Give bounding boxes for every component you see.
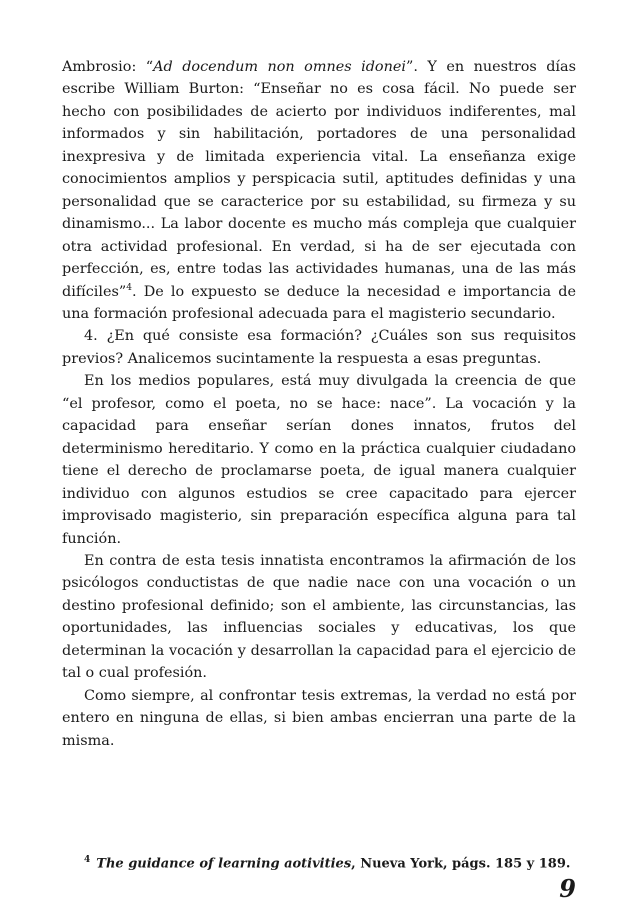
paragraph bbox=[62, 550, 576, 685]
page-number: 9 bbox=[559, 874, 576, 903]
footnote-mark: 4 bbox=[84, 855, 91, 865]
paragraph bbox=[62, 56, 576, 325]
book-page bbox=[62, 56, 576, 903]
text-run: En los medios populares, está muy divulgada la creencia de que “el profesor, como el poeta, no se hace: nace”. La vocación y la capacidad para enseñar serían dones innatos, frutos del determinismo hereditario. Y como en la práctica cualquier ciudadano tiene el derecho de proclamarse poeta, de igual manera cualquier individuo con algunos estudios se cree capacitado para ejercer improvisado magisterio, sin preparación específica alguna para tal función. bbox=[62, 373, 576, 547]
paragraph bbox=[62, 685, 576, 752]
text-run: ”. Y en nuestros días escribe William Burton: “Enseñar no es cosa fácil. No puede ser hecho con posibilidades de acierto por individuos indiferentes, mal informados y sin habilitación, portadores de una personalidad inexpresiva y de limitada experiencia vital. La enseñanza exige conocimientos amplios y perspicacia sutil, aptitudes definidas y una personalidad que se caracterice por su estabilidad, su firmeza y su dinamismo... La labor docente es mucho más compleja que cualquier otra actividad profesional. En verdad, si ha de ser ejecutada con perfección, es, entre todas las actividades humanas, una de las más difíciles” bbox=[62, 59, 576, 300]
italic-text: Ad docendum non omnes idonei bbox=[153, 59, 406, 75]
text-run: Como siempre, al confrontar tesis extremas, la verdad no está por entero en ninguna de ellas, si bien ambas encierran una parte de la misma. bbox=[62, 687, 576, 749]
body-text bbox=[62, 56, 576, 752]
footnote-title: The guidance of learning aotivities bbox=[96, 856, 352, 872]
text-run: Ambrosio: “ bbox=[62, 59, 154, 75]
footnote-citation: , Nueva York, págs. 185 y 189. bbox=[351, 856, 571, 872]
paragraph bbox=[62, 370, 576, 550]
text-run: En contra de esta tesis innatista encontramos la afirmación de los psicólogos conductistas de que nadie nace con una vocación o un destino profesional definido; son el ambiente, las circunstancias, las oportunidades, las influencias sociales y educativas, los que determinan la vocación y desarrollan la capacidad para el ejercicio de tal o cual profesión. bbox=[62, 552, 576, 682]
text-run: . De lo expuesto se deduce la necesidad e importancia de una formación profesional adecuada para el magisterio secundario. bbox=[62, 283, 576, 322]
footnote bbox=[62, 851, 576, 873]
footnote-reference: 4 bbox=[126, 282, 133, 293]
text-run: 4. ¿En qué consiste esa formación? ¿Cuáles son sus requisitos previos? Analicemos sucintamente la respuesta a esas preguntas. bbox=[62, 328, 576, 367]
paragraph bbox=[62, 325, 576, 370]
